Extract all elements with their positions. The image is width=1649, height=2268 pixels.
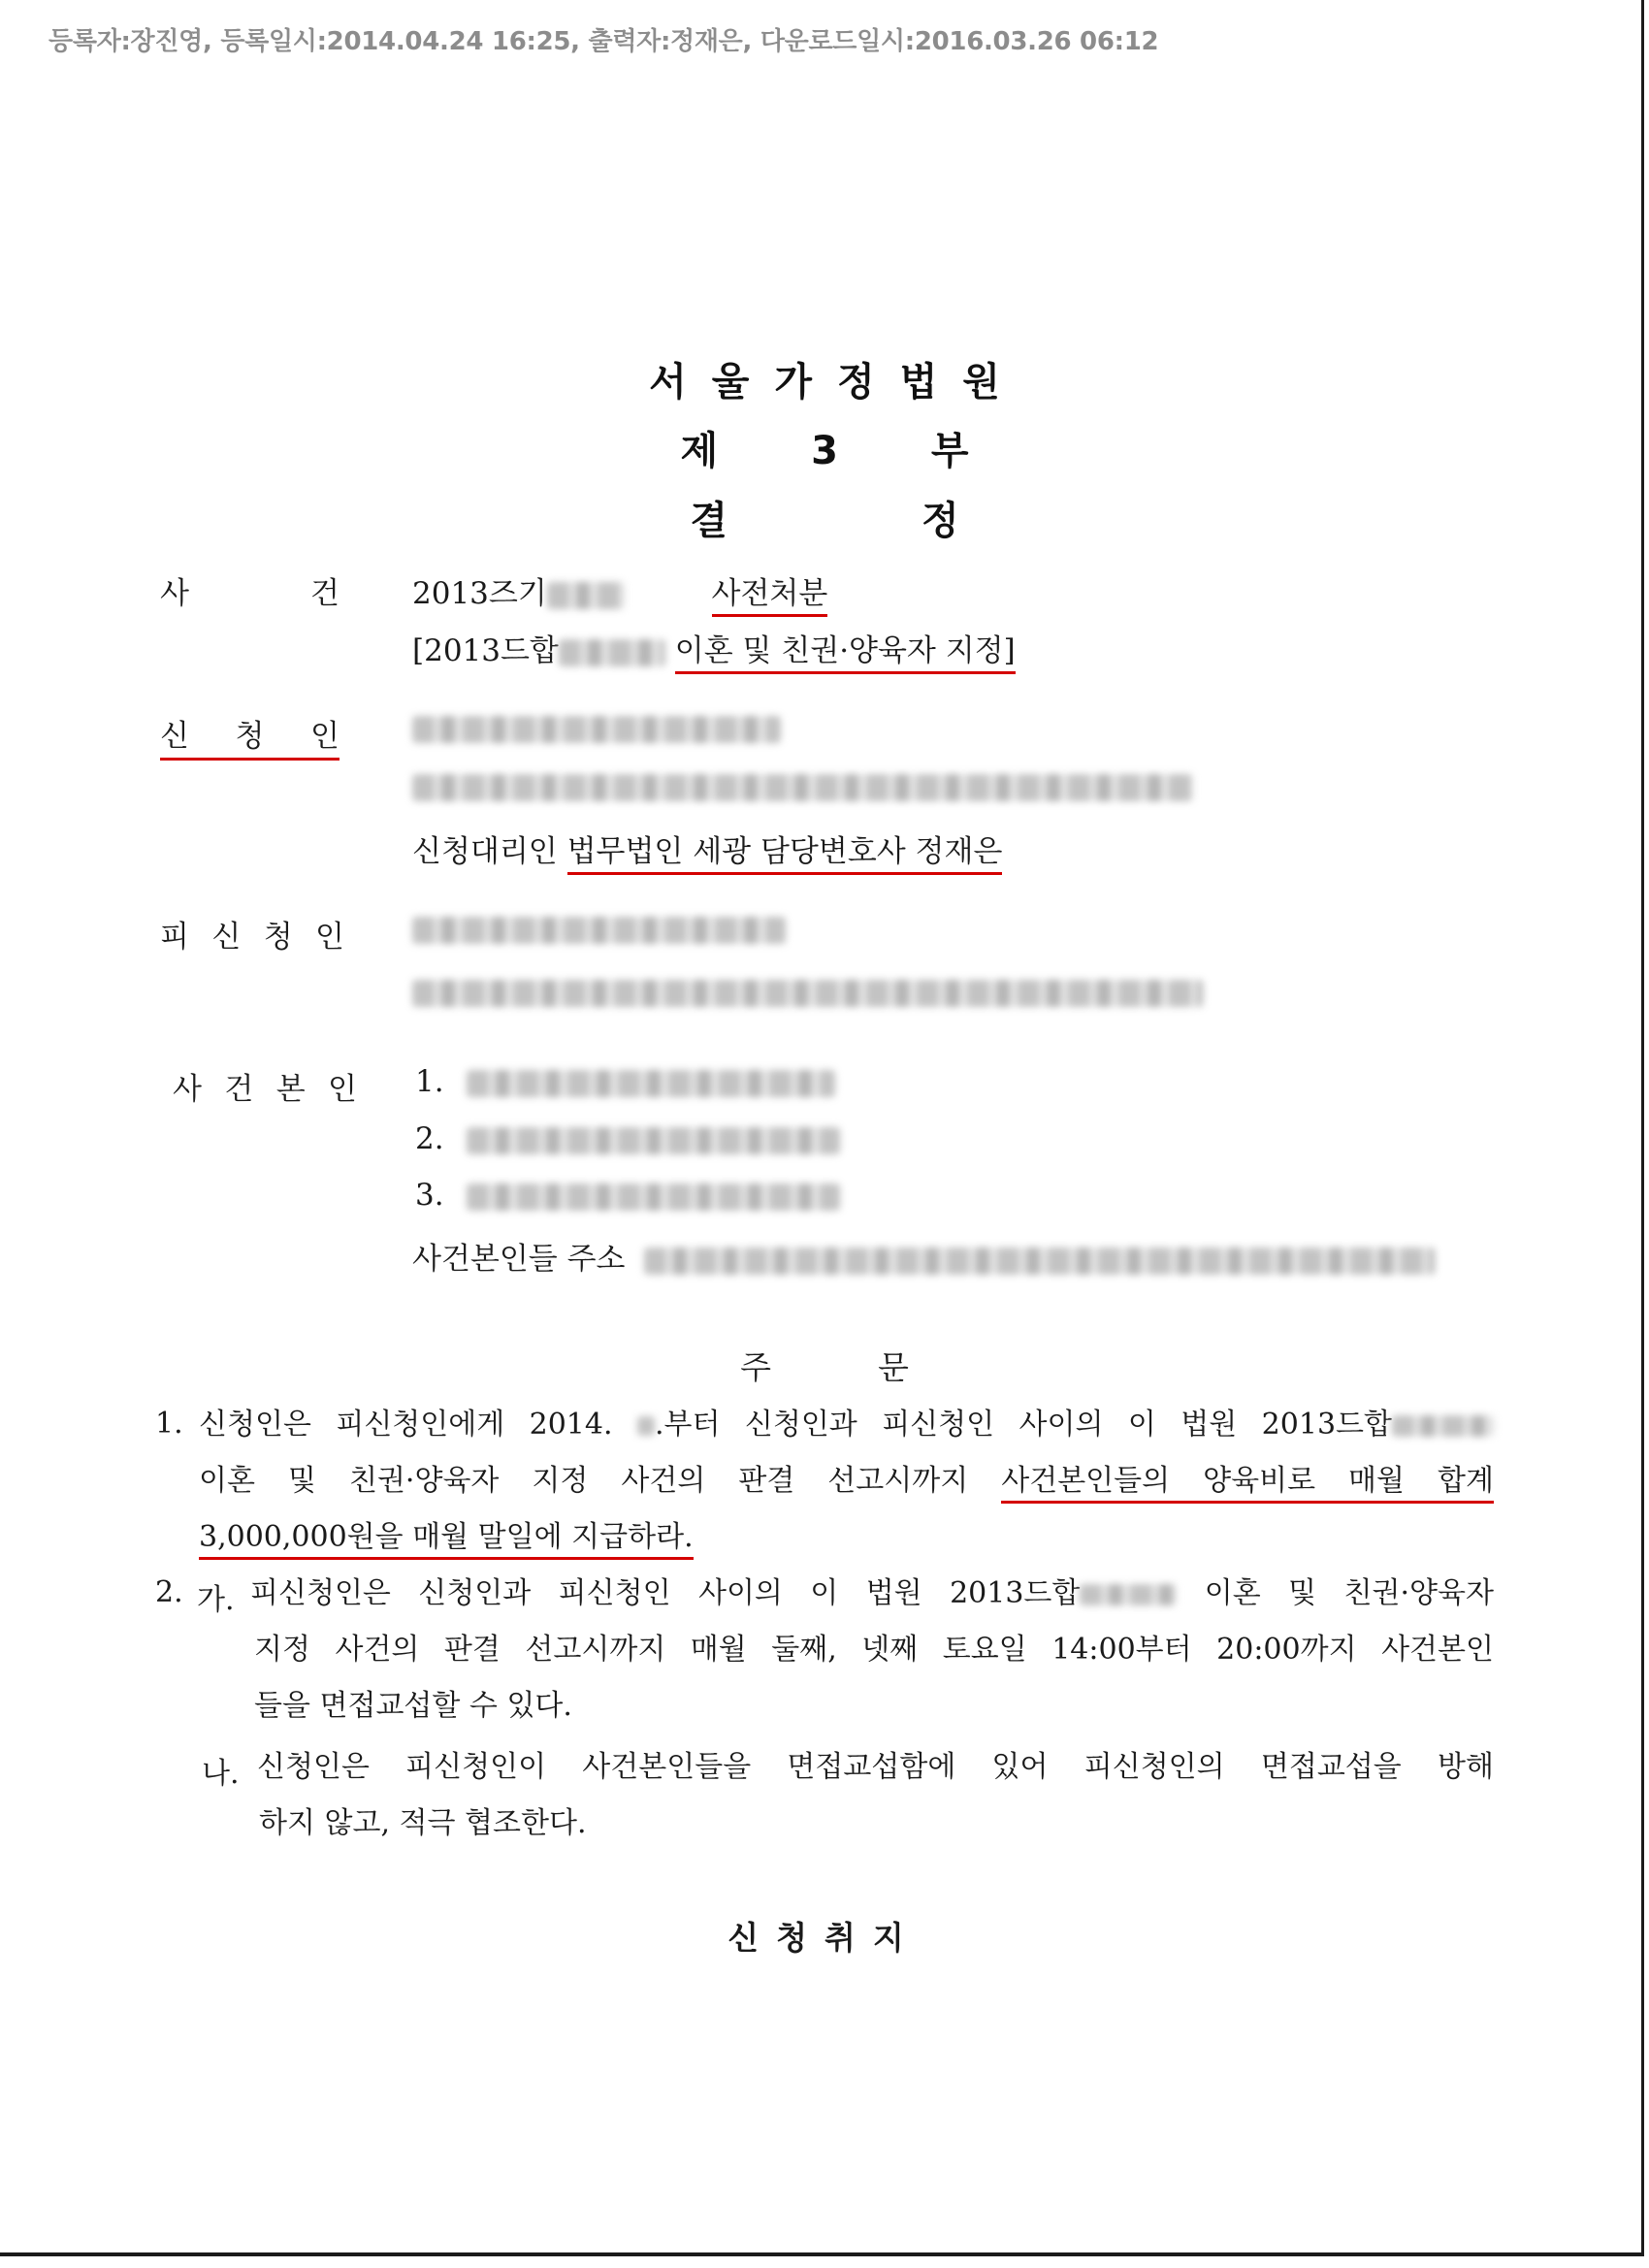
order-item-2a-line-3: 들을 면접교섭할 수 있다. [254, 1689, 572, 1723]
order-item-1-line-3 [199, 1509, 694, 1566]
redacted-respondent-name [412, 917, 786, 944]
applicant-agent: 법무법인 세광 담당변호사 정재은 [567, 834, 1003, 875]
download-info-header: 등록자:장진영, 등록일시:2014.04.24 16:25, 출력자:정재은, 다운로드일시:2016.03.26 06:12 [48, 27, 1159, 56]
child-support-amount: 3,000,000원을 매월 말일에 지급하라. [199, 1520, 694, 1560]
person-2: 2. [415, 1121, 840, 1156]
application-purpose-heading: 신청취지 [728, 1919, 922, 1957]
respondent-label: 피 신 청 인 [160, 920, 344, 955]
person-1: 1. [415, 1064, 835, 1099]
persons-address-line: 사건본인들 주소 [412, 1234, 1435, 1278]
person-3: 3. [415, 1178, 840, 1213]
child-support-phrase: 사건본인들의 양육비로 매월 합계 [1001, 1464, 1494, 1504]
redacted-block [547, 582, 625, 609]
order-item-1-line-2: 이혼 및 친권·양육자 지정 사건의 판결 선고시까지 사건본인들의 양육비로 매월 합계 [199, 1453, 1494, 1509]
redacted-block [467, 1070, 835, 1097]
case-number-line: 2013즈기 사전처분 [412, 568, 827, 612]
applicant-agent-line: 신청대리인 법무법인 세광 담당변호사 정재은 [412, 826, 1002, 870]
order-item-2a-line-2: 지정 사건의 판결 선고시까지 매월 둘째, 넷째 토요일 14:00부터 20:00까지 사건본인 [254, 1633, 1494, 1667]
applicant-label: 신 청 인 [160, 711, 340, 761]
order-item-2b-label: 나. [202, 1757, 240, 1791]
redacted-block [467, 1127, 840, 1154]
redacted-respondent-address [412, 980, 1203, 1007]
order-heading: 주 문 [740, 1348, 909, 1386]
order-item-1-line-1: 신청인은 피신청인에게 2014. .부터 신청인과 피신청인 사이의 이 법원 2013드합 [199, 1397, 1494, 1453]
division-title: 제 3 부 [680, 429, 969, 473]
redacted-block [644, 1247, 1435, 1275]
redacted-block [559, 639, 665, 666]
redacted-block [467, 1183, 840, 1211]
document-type-title: 결 정 [690, 499, 959, 543]
order-item-2-number: 2. [155, 1575, 183, 1609]
main-case-name: 이혼 및 친권·양육자 지정] [675, 633, 1016, 674]
case-name: 사전처분 [712, 576, 828, 617]
redacted-applicant-name [412, 716, 781, 743]
case-label: 사 건 [160, 576, 340, 611]
court-name: 서울가정법원 [649, 360, 1025, 405]
persons-label: 사 건 본 인 [173, 1072, 357, 1107]
order-item-2a-line-1: 피신청인은 신청인과 피신청인 사이의 이 법원 2013드합 이혼 및 친권·양육자 [250, 1576, 1494, 1610]
order-item-2a-label: 가. [197, 1583, 235, 1617]
order-item-2b-line-1: 신청인은 피신청인이 사건본인들을 면접교섭함에 있어 피신청인의 면접교섭을 방해 [257, 1750, 1494, 1784]
order-item-1-number: 1. [155, 1407, 183, 1441]
redacted-applicant-address [412, 774, 1193, 801]
order-item-2b-line-2: 하지 않고, 적극 협조한다. [259, 1806, 587, 1840]
main-case-line: [2013드합 이혼 및 친권·양육자 지정] [412, 626, 1016, 669]
